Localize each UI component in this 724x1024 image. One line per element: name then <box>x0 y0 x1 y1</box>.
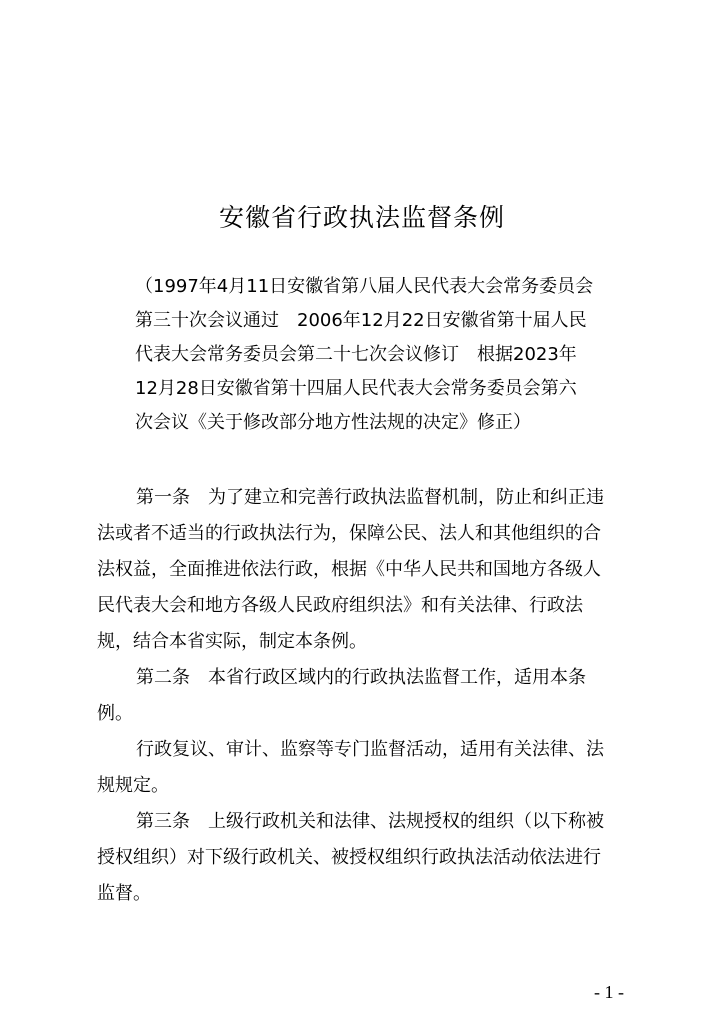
article-2-label: 第二条 <box>136 667 190 688</box>
article-2-line-1 <box>97 663 645 693</box>
article-1-line: 民代表大会和地方各级人民政府组织法》和有关法律、行政法 <box>97 595 583 616</box>
preamble-line: 次会议《关于修改部分地方性法规的决定》修正） <box>135 412 531 433</box>
article-1-label: 第一条 <box>136 487 190 508</box>
document-body <box>97 483 645 915</box>
article-3-line: 监督。 <box>97 883 151 904</box>
article-2-line: 例。 <box>97 703 133 724</box>
document-title: 安徽省行政执法监督条例 <box>218 203 505 232</box>
preamble-line: 第三十次会议通过 2006年12月22日安徽省第十届人民 <box>135 310 587 331</box>
page-number: - 1 - <box>594 982 624 1002</box>
preamble-line: （1997年4月11日安徽省第八届人民代表大会常务委员会 <box>135 276 594 297</box>
article-2-paragraph-2-line: 规规定。 <box>97 775 169 796</box>
article-1-line: 法权益，全面推进依法行政，根据《中华人民共和国地方各级人 <box>97 559 601 580</box>
article-3-line-1 <box>97 807 645 837</box>
article-1-line-1 <box>97 483 645 513</box>
preamble-line: 代表大会常务委员会第二十七次会议修订 根据2023年 <box>135 344 577 365</box>
preamble <box>135 272 625 442</box>
article-2-text: 本省行政区域内的行政执法监督工作，适用本条 <box>208 667 586 688</box>
article-2-paragraph-2-line: 行政复议、审计、监察等专门监督活动，适用有关法律、法 <box>136 739 604 760</box>
article-3-label: 第三条 <box>136 811 190 832</box>
article-1-line: 法或者不适当的行政执法行为，保障公民、法人和其他组织的合 <box>97 523 601 544</box>
article-3-line: 授权组织）对下级行政机关、被授权组织行政执法活动依法进行 <box>97 847 601 868</box>
preamble-line: 12月28日安徽省第十四届人民代表大会常务委员会第六 <box>135 378 577 399</box>
article-1-text: 为了建立和完善行政执法监督机制，防止和纠正违 <box>208 487 604 508</box>
article-3-text: 上级行政机关和法律、法规授权的组织（以下称被 <box>208 811 604 832</box>
article-1-line: 规，结合本省实际，制定本条例。 <box>97 631 367 652</box>
